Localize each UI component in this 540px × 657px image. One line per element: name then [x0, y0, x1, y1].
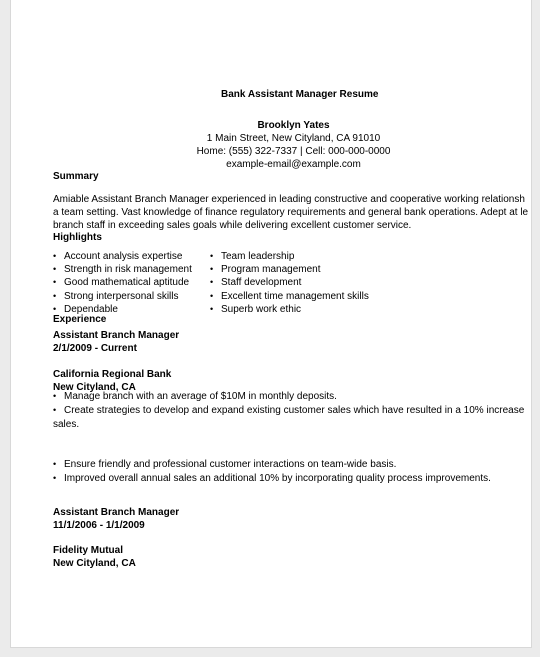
experience-heading: Experience: [53, 314, 107, 325]
highlight-item: • Account analysis expertise: [53, 250, 192, 263]
job-location: New Cityland, CA: [53, 382, 136, 393]
highlights-right-list: [210, 250, 369, 316]
highlight-item: • Dependable: [53, 303, 192, 316]
duty-item: • Create strategies to develop and expand existing customer sales which have resulted in a 10% increase: [53, 404, 524, 418]
contact-address: 1 Main Street, New Cityland, CA 91010: [206, 133, 381, 144]
contact-email: example-email@example.com: [226, 159, 361, 170]
highlights-left-list: [53, 250, 192, 316]
contact-name: Brooklyn Yates: [257, 120, 330, 131]
summary-line: Amiable Assistant Branch Manager experienced in leading constructive and cooperative working relationsh: [53, 194, 525, 205]
job-duties-list: [53, 390, 524, 417]
duty-item: • Manage branch with an average of $10M in monthly deposits.: [53, 390, 524, 404]
summary-line: a team setting. Vast knowledge of finance regulatory requirements and general bank operations. Adept at le: [53, 207, 529, 218]
duty-item: • Improved overall annual sales an additional 10% by incorporating quality process improvements.: [53, 472, 491, 486]
job-location: New Cityland, CA: [53, 558, 136, 569]
highlight-item: • Excellent time management skills: [210, 290, 369, 303]
highlight-item: • Strength in risk management: [53, 263, 192, 276]
duty-item: • Ensure friendly and professional customer interactions on team-wide basis.: [53, 458, 491, 472]
highlight-item: • Superb work ethic: [210, 303, 369, 316]
job-dates: 2/1/2009 - Current: [53, 343, 137, 354]
job-company: California Regional Bank: [53, 369, 172, 380]
highlight-item: • Program management: [210, 263, 369, 276]
duty-continuation: sales.: [53, 419, 80, 430]
document-title: Bank Assistant Manager Resume: [221, 89, 379, 100]
resume-page: [10, 0, 532, 648]
job-title: Assistant Branch Manager: [53, 507, 180, 518]
job-dates: 11/1/2006 - 1/1/2009: [53, 520, 145, 531]
highlight-item: • Good mathematical aptitude: [53, 276, 192, 289]
summary-line: branch staff in exceeding sales goals while delivering excellent customer service.: [53, 220, 412, 231]
job-company: Fidelity Mutual: [53, 545, 123, 556]
highlight-item: • Team leadership: [210, 250, 369, 263]
summary-heading: Summary: [53, 171, 99, 182]
highlight-item: • Staff development: [210, 276, 369, 289]
contact-phone: Home: (555) 322-7337 | Cell: 000-000-0000: [196, 146, 391, 157]
highlight-item: • Strong interpersonal skills: [53, 290, 192, 303]
highlights-heading: Highlights: [53, 232, 102, 243]
job-duties-list: [53, 458, 491, 485]
job-title: Assistant Branch Manager: [53, 330, 180, 341]
